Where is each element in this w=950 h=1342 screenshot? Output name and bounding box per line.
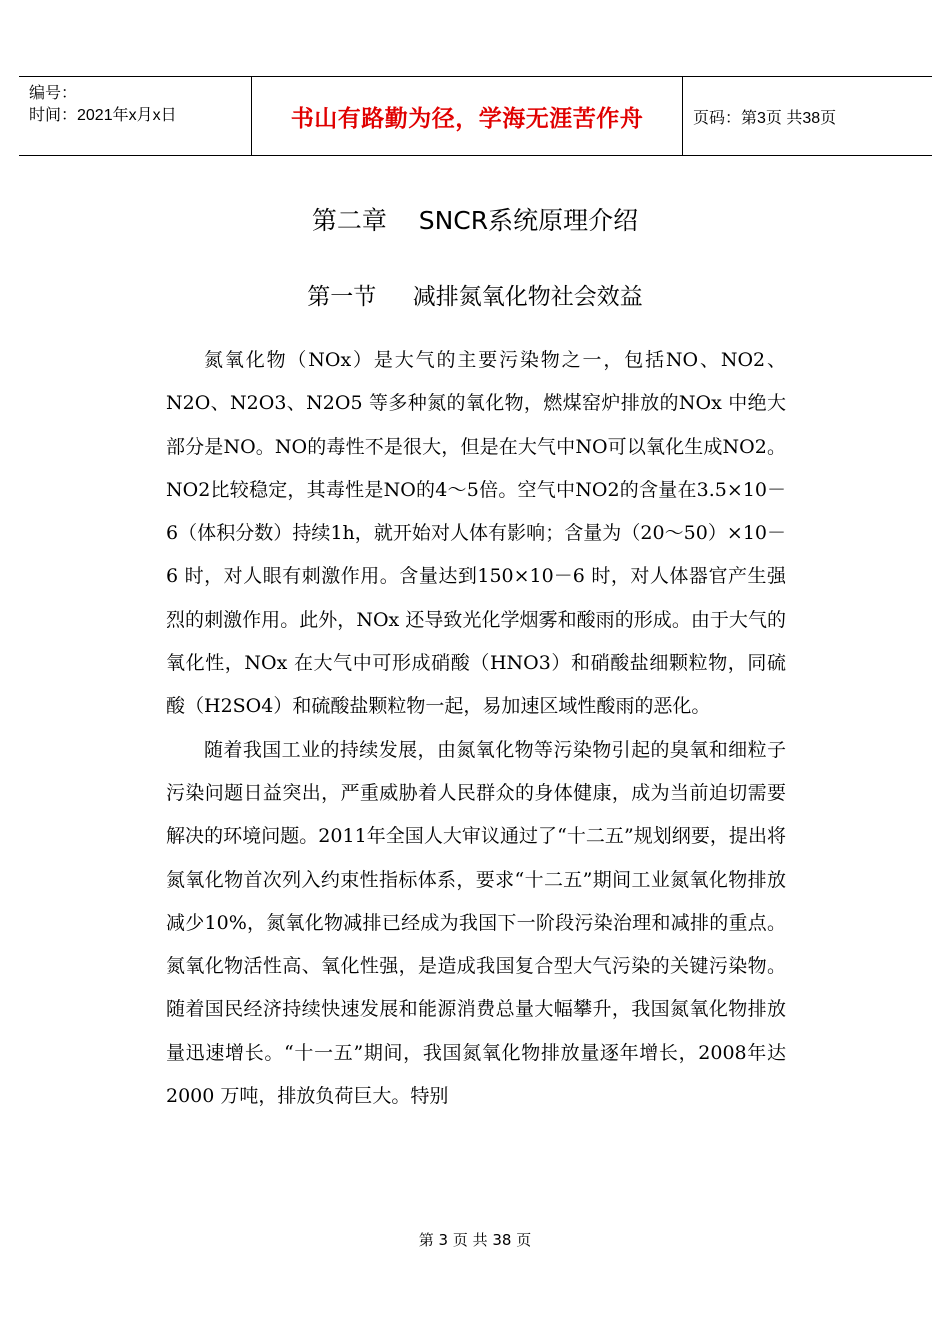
document-number-label: 编号： <box>29 85 78 102</box>
document-date-label: 时间：2021年x月x日 <box>29 107 177 124</box>
header-page-label: 页码：第3页 共38页 <box>693 109 837 127</box>
paragraph: 氮氧化物（NOx）是大气的主要污染物之一，包括NO、NO2、N2O、N2O3、N2O5 等多种氮的氧化物，燃煤窑炉排放的NOx 中绝大部分是NO。NO的毒性不是很大，但是在大气中NO可以氧化生成NO2。NO2比较稳定，其毒性是NO的4～5倍。空气中NO2的含量在3.5×10－6（体积分数）持续1h，就开始对人体有影响；含量为（20～50）×10－6 时，对人眼有刺激作用。含量达到150×10－6 时，对人体器官产生强烈的刺激作用。此外，NOx 还导致光化学烟雾和酸雨的形成。由于大气的氧化性，NOx 在大气中可形成硝酸（HNO3）和硝酸盐细颗粒物，同硫酸（H2SO4）和硫酸盐颗粒物一起，易加速区域性酸雨的恶化。 <box>166 349 786 718</box>
header-motto: 书山有路勤为径，学海无涯苦作舟 <box>252 77 683 155</box>
document-header-table <box>19 76 932 156</box>
body-text <box>166 339 786 1118</box>
section-title: 第一节 减排氮氧化物社会效益 <box>307 284 643 310</box>
chapter-title: 第二章 SNCR系统原理介绍 <box>311 206 639 235</box>
header-left-cell <box>19 77 252 155</box>
page-footer: 第 3 页 共 38 页 <box>418 1231 532 1249</box>
paragraph: 随着我国工业的持续发展，由氮氧化物等污染物引起的臭氧和细粒子污染问题日益突出，严重威胁着人民群众的身体健康，成为当前迫切需要解决的环境问题。2011年全国人大审议通过了“十二五”规划纲要，提出将氮氧化物首次列入约束性指标体系，要求“十二五”期间工业氮氧化物排放减少10%，氮氧化物减排已经成为我国下一阶段污染治理和减排的重点。氮氧化物活性高、氧化性强，是造成我国复合型大气污染的关键污染物。随着国民经济持续快速发展和能源消费总量大幅攀升，我国氮氧化物排放量迅速增长。“十一五”期间，我国氮氧化物排放量逐年增长，2008年达2000 万吨，排放负荷巨大。特别 <box>166 738 786 1108</box>
